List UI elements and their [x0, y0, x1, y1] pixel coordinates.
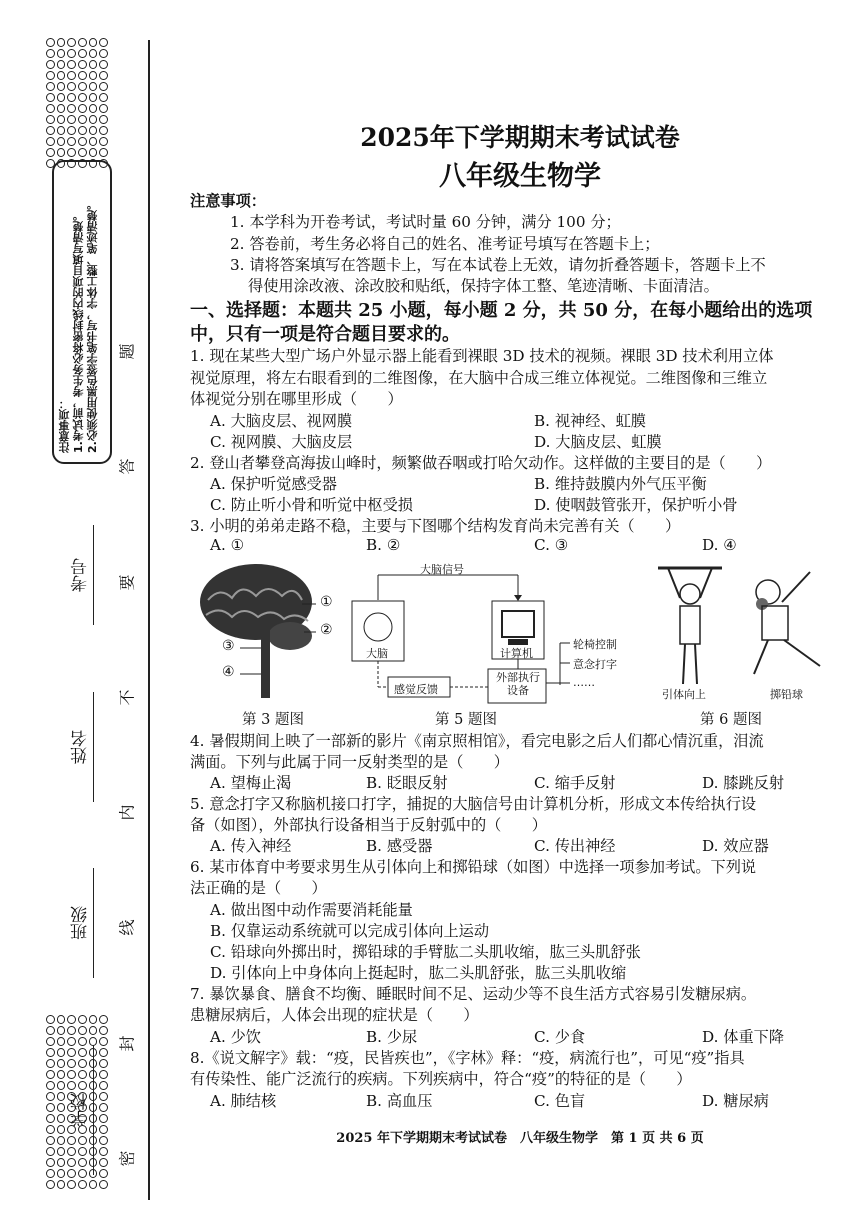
question-1-stem: 1. 现在某些大型广场户外显示器上能看到裸眼 3D 技术的视频。裸眼 3D 技术利用立体	[190, 347, 774, 365]
perforation-row	[46, 1125, 108, 1134]
perforation-hole	[78, 1015, 87, 1024]
name-field[interactable]: 姓名	[68, 692, 94, 802]
question-8-stem: 8.《说文解字》载：“疫，民皆疾也”，《字林》释：“疫，病流行也”，可见“疫”指具	[190, 1049, 745, 1067]
perforation-hole	[89, 1147, 98, 1156]
perforation-hole	[46, 49, 55, 58]
seal-line-text	[117, 340, 137, 1170]
question-1-stem: 体视觉分别在哪里形成（ ）	[190, 390, 403, 408]
perforation-hole	[78, 82, 87, 91]
q8-option-d: D. 糖尿病	[702, 1092, 769, 1110]
figure-5-diagram	[348, 555, 648, 705]
question-6-stem: 法正确的是（ ）	[190, 879, 327, 897]
perforation-hole	[46, 1147, 55, 1156]
perforation-row	[46, 1037, 108, 1046]
perforation-hole	[89, 82, 98, 91]
perforation-hole	[46, 1103, 55, 1112]
perforation-row	[46, 1103, 108, 1112]
perforation-row	[46, 82, 108, 91]
perforation-hole	[67, 93, 76, 102]
perforation-hole	[67, 1136, 76, 1145]
perforation-hole	[57, 1070, 66, 1079]
perforation-hole	[78, 1081, 87, 1090]
notice-heading: 注意事项：	[190, 192, 266, 210]
perforation-hole	[46, 60, 55, 69]
perforation-hole	[78, 1103, 87, 1112]
q8-option-b: B. 高血压	[366, 1092, 433, 1110]
perforation-hole	[89, 1158, 98, 1167]
perforation-row	[46, 38, 108, 47]
perforation-hole	[57, 38, 66, 47]
perforation-hole	[99, 126, 108, 135]
exam-title: 2025年下学期期末考试试卷	[360, 123, 680, 152]
perforation-hole	[46, 126, 55, 135]
brain-signal-label: 大脑信号	[420, 563, 464, 576]
perforation-hole	[78, 1158, 87, 1167]
perforation-hole	[99, 1092, 108, 1101]
q2-option-a: A. 保护听觉感受器	[210, 475, 337, 493]
perforation-hole	[99, 1059, 108, 1068]
q5-option-c: C. 传出神经	[534, 837, 616, 855]
athletes-illustration	[650, 562, 850, 702]
perforation-hole	[67, 1070, 76, 1079]
perforation-hole	[78, 1048, 87, 1057]
perforation-hole	[89, 38, 98, 47]
perforation-hole	[99, 104, 108, 113]
question-6-stem: 6. 某市体育中考要求男生从引体向上和掷铅球（如图）中选择一项参加考试。下列说	[190, 858, 757, 876]
q3-option-b: B. ②	[366, 536, 401, 554]
perforation-row	[46, 126, 108, 135]
q5-option-d: D. 效应器	[702, 837, 769, 855]
perforation-hole	[78, 1026, 87, 1035]
perforation-hole	[78, 137, 87, 146]
perforation-hole	[67, 1114, 76, 1123]
perforation-hole	[46, 115, 55, 124]
seal-char: 题	[117, 343, 137, 360]
perforation-hole	[78, 38, 87, 47]
perforation-hole	[99, 38, 108, 47]
perforation-hole	[67, 82, 76, 91]
perforation-hole	[99, 148, 108, 157]
perforation-hole	[99, 1180, 108, 1189]
perforation-hole	[57, 126, 66, 135]
perforation-bottom	[46, 1015, 108, 1191]
perforation-hole	[46, 1037, 55, 1046]
perforation-row	[46, 1180, 108, 1189]
perforation-hole	[46, 1114, 55, 1123]
perforation-hole	[57, 1114, 66, 1123]
perforation-hole	[78, 126, 87, 135]
perforation-hole	[78, 1180, 87, 1189]
pullup-label: 引体向上	[662, 688, 706, 701]
q6-option-d: D. 引体向上中身体向上挺起时，肱二头肌舒张，肱三头肌收缩	[210, 964, 627, 982]
perforation-hole	[99, 71, 108, 80]
perforation-hole	[57, 1125, 66, 1134]
perforation-hole	[67, 126, 76, 135]
question-5-stem: 5. 意念打字又称脑机接口打字，捕捉的大脑信号由计算机分析，形成文本传给执行设	[190, 795, 757, 813]
q3-option-d: D. ④	[702, 536, 737, 554]
perforation-hole	[99, 1158, 108, 1167]
perforation-hole	[78, 93, 87, 102]
q3-option-c: C. ③	[534, 536, 569, 554]
feedback-label: 感觉反馈	[394, 683, 438, 696]
perforation-hole	[67, 104, 76, 113]
perforation-hole	[89, 1048, 98, 1057]
perforation-row	[46, 1114, 108, 1123]
perforation-hole	[57, 49, 66, 58]
perforation-hole	[46, 1136, 55, 1145]
perforation-row	[46, 1158, 108, 1167]
binding-note-2: 2.必须使用黑色签字笔书写，字体工整、笔迹清楚。	[86, 199, 99, 453]
seal-char: 答	[117, 458, 137, 475]
question-7-stem: 患糖尿病后，人体会出现的症状是（ ）	[190, 1006, 479, 1024]
q4-option-a: A. 望梅止渴	[210, 774, 292, 792]
perforation-row	[46, 93, 108, 102]
brain-label-1: ①	[320, 594, 333, 610]
perforation-hole	[89, 60, 98, 69]
perforation-hole	[67, 1037, 76, 1046]
q7-option-c: C. 少食	[534, 1028, 586, 1046]
perforation-hole	[99, 1026, 108, 1035]
perforation-hole	[89, 71, 98, 80]
perforation-hole	[46, 38, 55, 47]
perforation-hole	[57, 1169, 66, 1178]
q7-option-b: B. 少尿	[366, 1028, 418, 1046]
q6-option-c: C. 铅球向外掷出时，掷铅球的手臂肱二头肌收缩，肱三头肌舒张	[210, 943, 641, 961]
perforation-row	[46, 1169, 108, 1178]
perforation-hole	[57, 1048, 66, 1057]
computer-label: 计算机	[500, 647, 533, 660]
perforation-hole	[67, 49, 76, 58]
perforation-row	[46, 1081, 108, 1090]
q1-option-a: A. 大脑皮层、视网膜	[210, 412, 353, 430]
perforation-hole	[67, 1125, 76, 1134]
perforation-hole	[89, 126, 98, 135]
brain-box-label: 大脑	[366, 647, 388, 660]
question-5-stem: 备（如图），外部执行设备相当于反射弧中的（ ）	[190, 816, 547, 834]
perforation-hole	[99, 1081, 108, 1090]
perforation-hole	[89, 1169, 98, 1178]
question-2-stem: 2. 登山者攀登高海拔山峰时，频繁做吞咽或打哈欠动作。这样做的主要目的是（ ）	[190, 454, 772, 472]
q2-option-c: C. 防止听小骨和听觉中枢受损	[210, 496, 413, 514]
perforation-hole	[99, 1037, 108, 1046]
perforation-hole	[78, 1037, 87, 1046]
perforation-hole	[46, 1169, 55, 1178]
perforation-row	[46, 1092, 108, 1101]
perforation-hole	[89, 1136, 98, 1145]
seal-char: 要	[117, 574, 137, 591]
perforation-hole	[57, 1147, 66, 1156]
perforation-row	[46, 71, 108, 80]
q5-option-b: B. 感受器	[366, 837, 433, 855]
perforation-row	[46, 1070, 108, 1079]
perforation-hole	[46, 1092, 55, 1101]
perforation-hole	[78, 1125, 87, 1134]
perforation-row	[46, 1048, 108, 1057]
perforation-hole	[57, 1026, 66, 1035]
perforation-hole	[89, 1092, 98, 1101]
perforation-hole	[89, 1114, 98, 1123]
perforation-row	[46, 1059, 108, 1068]
binding-notes-title: 注意事项：	[58, 398, 71, 453]
figure-3-brain	[198, 560, 343, 700]
q7-option-a: A. 少饮	[210, 1028, 261, 1046]
perforation-hole	[46, 1070, 55, 1079]
perforation-hole	[99, 1147, 108, 1156]
perforation-hole	[67, 1158, 76, 1167]
perforation-hole	[46, 1125, 55, 1134]
perforation-row	[46, 104, 108, 113]
perforation-hole	[99, 49, 108, 58]
perforation-hole	[46, 71, 55, 80]
perforation-hole	[99, 1048, 108, 1057]
perforation-hole	[89, 148, 98, 157]
perforation-hole	[67, 71, 76, 80]
perforation-hole	[57, 1180, 66, 1189]
class-field[interactable]: 班级	[68, 868, 94, 978]
q5-option-a: A. 传入神经	[210, 837, 292, 855]
perforation-hole	[89, 1070, 98, 1079]
perforation-row	[46, 49, 108, 58]
question-3-stem: 3. 小明的弟弟走路不稳，主要与下图哪个结构发育尚未完善有关（ ）	[190, 517, 681, 535]
question-4-stem: 4. 暑假期间上映了一部新的影片《南京照相馆》，看完电影之后人们都心情沉重，泪流	[190, 732, 764, 750]
perforation-hole	[78, 1070, 87, 1079]
q1-option-c: C. 视网膜、大脑皮层	[210, 433, 353, 451]
binding-note-1: 1.考试前，考生务必将密封线内的项目填写清楚。	[72, 210, 85, 453]
q4-option-c: C. 缩手反射	[534, 774, 616, 792]
perforation-hole	[99, 60, 108, 69]
brain-label-3: ③	[222, 638, 235, 654]
perforation-hole	[46, 1048, 55, 1057]
perforation-hole	[67, 148, 76, 157]
perforation-hole	[89, 49, 98, 58]
perforation-row	[46, 115, 108, 124]
perforation-hole	[46, 1059, 55, 1068]
perforation-hole	[67, 115, 76, 124]
perforation-hole	[46, 104, 55, 113]
perforation-row	[46, 137, 108, 146]
notice-item: 得使用涂改液、涂改胶和贴纸，保持字体工整、笔迹清晰、卡面清洁。	[248, 277, 719, 295]
perforation-hole	[57, 148, 66, 157]
figure-5-caption: 第 5 题图	[435, 712, 497, 728]
perforation-hole	[99, 1136, 108, 1145]
perforation-hole	[57, 1092, 66, 1101]
q1-option-d: D. 大脑皮层、虹膜	[534, 433, 662, 451]
seal-char: 密	[117, 1150, 137, 1167]
figure-6-athletes	[650, 562, 850, 702]
perforation-hole	[46, 1015, 55, 1024]
perforation-hole	[67, 1147, 76, 1156]
question-4-stem: 满面。下列与此属于同一反射类型的是（ ）	[190, 753, 509, 771]
perforation-hole	[99, 137, 108, 146]
exam-subject: 八年级生物学	[439, 161, 601, 192]
perforation-row	[46, 1136, 108, 1145]
exam-number-field[interactable]: 考号	[68, 525, 94, 625]
perforation-hole	[78, 148, 87, 157]
perforation-hole	[46, 1158, 55, 1167]
perforation-hole	[57, 60, 66, 69]
perforation-hole	[99, 115, 108, 124]
perforation-hole	[67, 1081, 76, 1090]
perforation-hole	[57, 1059, 66, 1068]
section-heading: 一、选择题：本题共 25 小题，每小题 2 分，共 50 分，在每小题给出的选项	[190, 300, 813, 321]
device-label: 外部执行设备	[496, 671, 540, 697]
perforation-hole	[67, 1026, 76, 1035]
perforation-hole	[89, 1081, 98, 1090]
binding-notes	[58, 168, 100, 453]
perforation-hole	[46, 93, 55, 102]
binding-margin	[0, 0, 160, 1228]
perforation-row	[46, 1147, 108, 1156]
notice-item: 3. 请将答案填写在答题卡上，写在本试卷上无效，请勿折叠答题卡，答题卡上不	[230, 256, 766, 274]
perforation-hole	[67, 1059, 76, 1068]
seal-char: 线	[117, 919, 137, 936]
perforation-hole	[78, 1092, 87, 1101]
notice-item: 2. 答卷前，考生务必将自己的姓名、准考证号填写在答题卡上；	[230, 235, 660, 253]
perforation-hole	[99, 1169, 108, 1178]
output-label: 轮椅控制	[573, 638, 617, 651]
output-label: ……	[573, 676, 595, 689]
perforation-hole	[99, 1125, 108, 1134]
perforation-hole	[57, 1136, 66, 1145]
brain-label-4: ④	[222, 664, 235, 680]
perforation-hole	[67, 1169, 76, 1178]
perforation-hole	[57, 93, 66, 102]
seal-char: 封	[117, 1035, 137, 1052]
q8-option-c: C. 色盲	[534, 1092, 586, 1110]
school-field[interactable]: 学校	[68, 1045, 94, 1175]
q7-option-d: D. 体重下降	[702, 1028, 785, 1046]
perforation-hole	[89, 1125, 98, 1134]
section-heading: 中，只有一项是符合题目要求的。	[190, 324, 460, 345]
perforation-hole	[57, 137, 66, 146]
perforation-top	[46, 38, 108, 170]
perforation-hole	[89, 115, 98, 124]
q2-option-d: D. 使咽鼓管张开，保护听小骨	[534, 496, 738, 514]
perforation-hole	[78, 104, 87, 113]
perforation-row	[46, 1026, 108, 1035]
perforation-hole	[99, 1070, 108, 1079]
perforation-hole	[78, 1136, 87, 1145]
q6-option-a: A. 做出图中动作需要消耗能量	[210, 901, 413, 919]
perforation-hole	[57, 104, 66, 113]
perforation-hole	[89, 1180, 98, 1189]
perforation-hole	[57, 1158, 66, 1167]
perforation-hole	[78, 49, 87, 58]
perforation-hole	[67, 60, 76, 69]
perforation-hole	[89, 1015, 98, 1024]
perforation-hole	[57, 1103, 66, 1112]
perforation-hole	[57, 1015, 66, 1024]
perforation-hole	[78, 60, 87, 69]
seal-char: 不	[117, 689, 137, 706]
q4-option-b: B. 眨眼反射	[366, 774, 448, 792]
seal-line	[148, 40, 150, 1200]
perforation-row	[46, 60, 108, 69]
output-label: 意念打字	[573, 658, 617, 671]
perforation-hole	[99, 82, 108, 91]
perforation-hole	[57, 1037, 66, 1046]
perforation-hole	[46, 1081, 55, 1090]
perforation-hole	[99, 1114, 108, 1123]
perforation-hole	[78, 115, 87, 124]
perforation-hole	[67, 1180, 76, 1189]
q6-option-b: B. 仅靠运动系统就可以完成引体向上运动	[210, 922, 490, 940]
perforation-hole	[89, 93, 98, 102]
perforation-hole	[57, 1081, 66, 1090]
perforation-hole	[46, 82, 55, 91]
perforation-hole	[67, 1092, 76, 1101]
perforation-hole	[99, 93, 108, 102]
q8-option-a: A. 肺结核	[210, 1092, 277, 1110]
perforation-hole	[57, 82, 66, 91]
perforation-hole	[78, 1114, 87, 1123]
question-8-stem: 有传染性、能广泛流行的疾病。下列疾病中，符合“疫”的特征的是（ ）	[190, 1070, 692, 1088]
q1-option-b: B. 视神经、虹膜	[534, 412, 646, 430]
perforation-hole	[89, 104, 98, 113]
perforation-hole	[89, 1026, 98, 1035]
perforation-hole	[78, 71, 87, 80]
perforation-hole	[67, 137, 76, 146]
figure-3-caption: 第 3 题图	[242, 712, 304, 728]
perforation-hole	[99, 1103, 108, 1112]
figure-6-caption: 第 6 题图	[700, 712, 762, 728]
brain-label-2: ②	[320, 622, 333, 638]
perforation-hole	[67, 1048, 76, 1057]
perforation-hole	[89, 137, 98, 146]
perforation-hole	[46, 137, 55, 146]
question-1-stem: 视觉原理，将左右眼看到的二维图像，在大脑中合成三维立体视觉。二维图像和三维立	[190, 369, 768, 387]
perforation-hole	[78, 1059, 87, 1068]
perforation-hole	[89, 1059, 98, 1068]
question-7-stem: 7. 暴饮暴食、膳食不均衡、睡眠时间不足、运动少等不良生活方式容易引发糖尿病。	[190, 985, 757, 1003]
perforation-hole	[78, 1169, 87, 1178]
perforation-hole	[78, 1147, 87, 1156]
perforation-hole	[89, 1103, 98, 1112]
perforation-hole	[89, 1037, 98, 1046]
notice-item: 1. 本学科为开卷考试，考试时量 60 分钟，满分 100 分；	[230, 213, 621, 231]
perforation-hole	[57, 71, 66, 80]
perforation-hole	[67, 1015, 76, 1024]
shotput-label: 掷铅球	[770, 688, 803, 701]
page-footer: 2025 年下学期期末考试试卷 八年级生物学 第 1 页 共 6 页	[336, 1131, 704, 1146]
q3-option-a: A. ①	[210, 536, 245, 554]
perforation-row	[46, 148, 108, 157]
perforation-hole	[57, 115, 66, 124]
perforation-row	[46, 1015, 108, 1024]
perforation-hole	[67, 1103, 76, 1112]
q2-option-b: B. 维持鼓膜内外气压平衡	[534, 475, 707, 493]
perforation-hole	[99, 1015, 108, 1024]
perforation-hole	[67, 38, 76, 47]
seal-char: 内	[117, 804, 137, 821]
perforation-hole	[46, 148, 55, 157]
perforation-hole	[46, 1026, 55, 1035]
perforation-hole	[46, 1180, 55, 1189]
q4-option-d: D. 膝跳反射	[702, 774, 785, 792]
